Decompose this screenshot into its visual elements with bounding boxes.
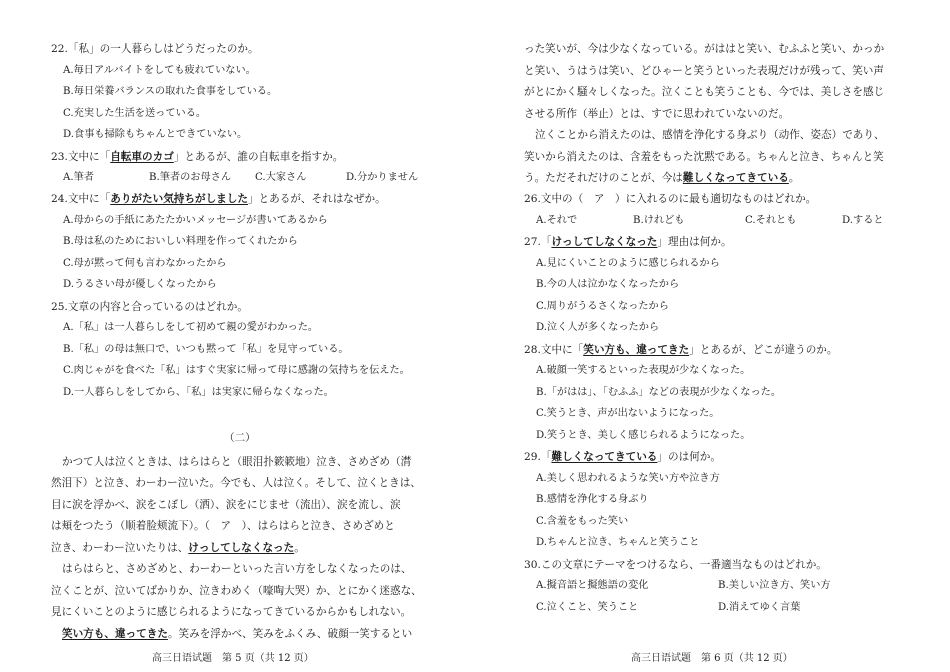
q28-stem-prefix: 28.文中に「 <box>524 344 584 356</box>
q26-option-c: C.それとも <box>745 215 797 226</box>
q28-stem <box>524 343 837 357</box>
passage-cont-line-7-suffix: 。 <box>788 172 800 184</box>
q30-option-b: B.美しい泣き方、笑い方 <box>718 580 831 591</box>
q23-stem <box>51 150 343 164</box>
q30-stem: 30.この文章にテーマをつけるなら、一番適当なものはどれか。 <box>524 559 827 571</box>
q25-option-a: A.「私」は一人暮らしをして初めて親の愛がわかった。 <box>63 322 319 333</box>
page-footer-right: 高三日语试题 第 6 页（共 12 页） <box>631 653 793 664</box>
q26-stem: 26.文中の（ ア ）に入れるのに最も適切なものはどれか。 <box>524 193 817 205</box>
q25-option-b: B.「私」の母は無口で、いつも黙って「私」を見守っている。 <box>63 344 349 355</box>
passage-cont-line-7 <box>524 171 799 185</box>
q25-option-c: C.肉じゃがを食べた「私」はすぐ実家に帰って母に感謝の気持ちを伝えた。 <box>63 365 410 376</box>
passage-cont-line-5: 泣くことから消えたのは、感情を浄化する身ぶり（动作、姿态）であり、 <box>535 129 885 141</box>
q26-option-a: A.それで <box>536 215 578 226</box>
q24-option-d: D.うるさい母が優しくなったから <box>63 279 217 290</box>
q24-option-c: C.母が黙って何も言わなかったから <box>63 258 227 269</box>
q22-option-d: D.食事も掃除もちゃんとできていない。 <box>63 129 248 140</box>
q29-option-b: B.感情を浄化する身ぶり <box>536 494 649 505</box>
q27-option-d: D.泣く人が多くなったから <box>536 322 660 333</box>
q27-stem-prefix: 27.「 <box>524 236 552 248</box>
q23-stem-prefix: 23.文中に「 <box>51 151 111 163</box>
q28-stem-suffix: 」とあるが、どこが違うのか。 <box>689 344 838 356</box>
q24-stem <box>51 192 386 206</box>
q24-option-a: A.母からの手紙にあたたかいメッセージが書いてあるから <box>63 215 328 226</box>
q29-stem-prefix: 29.「 <box>524 451 552 463</box>
q30-option-a: A.擬音語と擬態語の変化 <box>536 580 649 591</box>
q22-option-a: A.毎日アルバイトをしても疲れていない。 <box>63 65 256 76</box>
q23-stem-suffix: 」とあるが、誰の自転車を指すか。 <box>173 151 344 163</box>
q30-option-c: C.泣くこと、笑うこと <box>536 602 639 613</box>
passage-line-7: 泣くことが、泣いてばかりか、泣きわめく（嚎啕大哭）か、とにかく迷惑な、 <box>51 585 422 597</box>
passage-underlined-phrase-1: けっしてしなくなった <box>188 542 295 554</box>
q23-option-a: A.筆者 <box>63 172 94 183</box>
section-title: （二） <box>224 432 256 444</box>
passage-line-1: かつて人は泣くときは、はらはらと（眼泪扑簌簌地）泣き、さめざめ（潸 <box>62 456 412 468</box>
passage-line-2: 然泪下）と泣き、わーわー泣いた。今でも、人は泣く。そして、泣くときは、 <box>51 477 421 489</box>
q24-option-b: B.母は私のためにおいしい料理を作ってくれたから <box>63 236 298 247</box>
q23-option-b: B.筆者のお母さん <box>149 172 232 183</box>
q24-stem-suffix: 」とあるが、それはなぜか。 <box>247 193 386 205</box>
exam-page-6 <box>475 0 950 672</box>
q27-underlined-phrase: けっしてしなくなった <box>551 236 658 248</box>
q28-option-a: A.破顔一笑するといった表現が少なくなった。 <box>536 365 751 376</box>
passage-underlined-phrase-3: 難しくなってきている <box>682 172 789 184</box>
q29-option-a: A.美しく思われるような笑い方や泣き方 <box>536 473 720 484</box>
passage-cont-line-1: った笑いが、今は少なくなっている。がははと笑い、むふふと笑い、かっか <box>524 43 885 55</box>
q28-option-c: C.笑うとき、声が出ないようになった。 <box>536 408 720 419</box>
q23-underlined-phrase: 自転車のカゴ <box>110 151 174 163</box>
passage-underlined-phrase-2: 笑い方も、違ってきた <box>62 628 168 640</box>
q22-option-c: C.充実した生活を送っている。 <box>63 108 207 119</box>
q25-option-d: D.一人暮らしをしてから、「私」は実家に帰らなくなった。 <box>63 387 334 398</box>
passage-line-5-suffix: 。 <box>294 542 305 554</box>
passage-cont-line-3: がとにかく騒々しくなった。泣くことも笑うことも、今では、美しさを感じ <box>524 86 885 98</box>
q27-stem-suffix: 」理由は何か。 <box>657 236 732 248</box>
passage-cont-line-2: と笑い、うはうは笑い、どひゃーと笑うといった表現だけが残って、笑い声 <box>524 65 884 77</box>
q29-stem <box>524 450 721 464</box>
q23-option-d: D.分かりません <box>346 172 419 183</box>
passage-cont-line-4: させる所作（举止）とは、すでに思われていないのだ。 <box>524 108 790 120</box>
q22-option-b: B.毎日栄養バランスの取れた食事をしている。 <box>63 86 278 97</box>
page-footer-left: 高三日语试题 第 5 页（共 12 页） <box>152 653 314 664</box>
passage-line-9 <box>62 627 412 641</box>
passage-line-8: 見にくいことのように感じられるようになってきているからかもしれない。 <box>51 606 412 618</box>
q27-option-c: C.周りがうるさくなったから <box>536 301 669 312</box>
passage-line-3: 目に涙を浮かべ、涙をこぼし（洒）、涙をにじませ（流出）、涙を流し、涙 <box>51 499 401 511</box>
passage-cont-line-6: 笑いから消えたのは、含羞をもった沈黙である。ちゃんと泣き、ちゃんと笑 <box>524 151 884 163</box>
q22-stem: 22.「私」の一人暮らしはどうだったのか。 <box>51 43 259 55</box>
passage-line-9-suffix: 。笑みを浮かべ、笑みをふくみ、破顔一笑するとい <box>167 628 413 640</box>
passage-line-5 <box>51 541 305 555</box>
q29-underlined-phrase: 難しくなってきている <box>551 451 658 463</box>
q29-stem-suffix: 」のは何か。 <box>657 451 721 463</box>
q28-option-d: D.笑うとき、美しく感じられるようになった。 <box>536 430 751 441</box>
q27-stem <box>524 235 732 249</box>
q28-underlined-phrase: 笑い方も、違ってきた <box>583 344 690 356</box>
q26-option-d: D.すると <box>842 215 884 226</box>
passage-line-6: はらはらと、さめざめと、わーわーといった言い方をしなくなったのは、 <box>62 563 412 575</box>
q24-underlined-phrase: ありがたい気持ちがしました <box>110 193 248 205</box>
q29-option-c: C.含羞をもった笑い <box>536 516 629 527</box>
q27-option-a: A.見にくいことのように感じられるから <box>536 258 720 269</box>
passage-line-5-prefix: 泣き、わーわー泣いたりは、 <box>51 542 189 554</box>
q23-option-c: C.大家さん <box>255 172 307 183</box>
q24-stem-prefix: 24.文中に「 <box>51 193 111 205</box>
q25-stem: 25.文章の内容と合っているのはどれか。 <box>51 301 248 313</box>
q30-option-d: D.消えてゆく言葉 <box>718 602 801 613</box>
q26-option-b: B.けれども <box>633 215 685 226</box>
passage-cont-line-7-prefix: う。ただそれだけのことが、今は <box>524 172 683 184</box>
passage-line-4: は頬をつたう（顺着脸颊流下）。（ ア ）、はらはらと泣き、さめざめと <box>51 520 395 532</box>
q28-option-b: B.「がはは」、「むふふ」などの表現が少なくなった。 <box>536 387 782 398</box>
q27-option-b: B.今の人は泣かなくなったから <box>536 279 680 290</box>
q29-option-d: D.ちゃんと泣き、ちゃんと笑うこと <box>536 537 700 548</box>
